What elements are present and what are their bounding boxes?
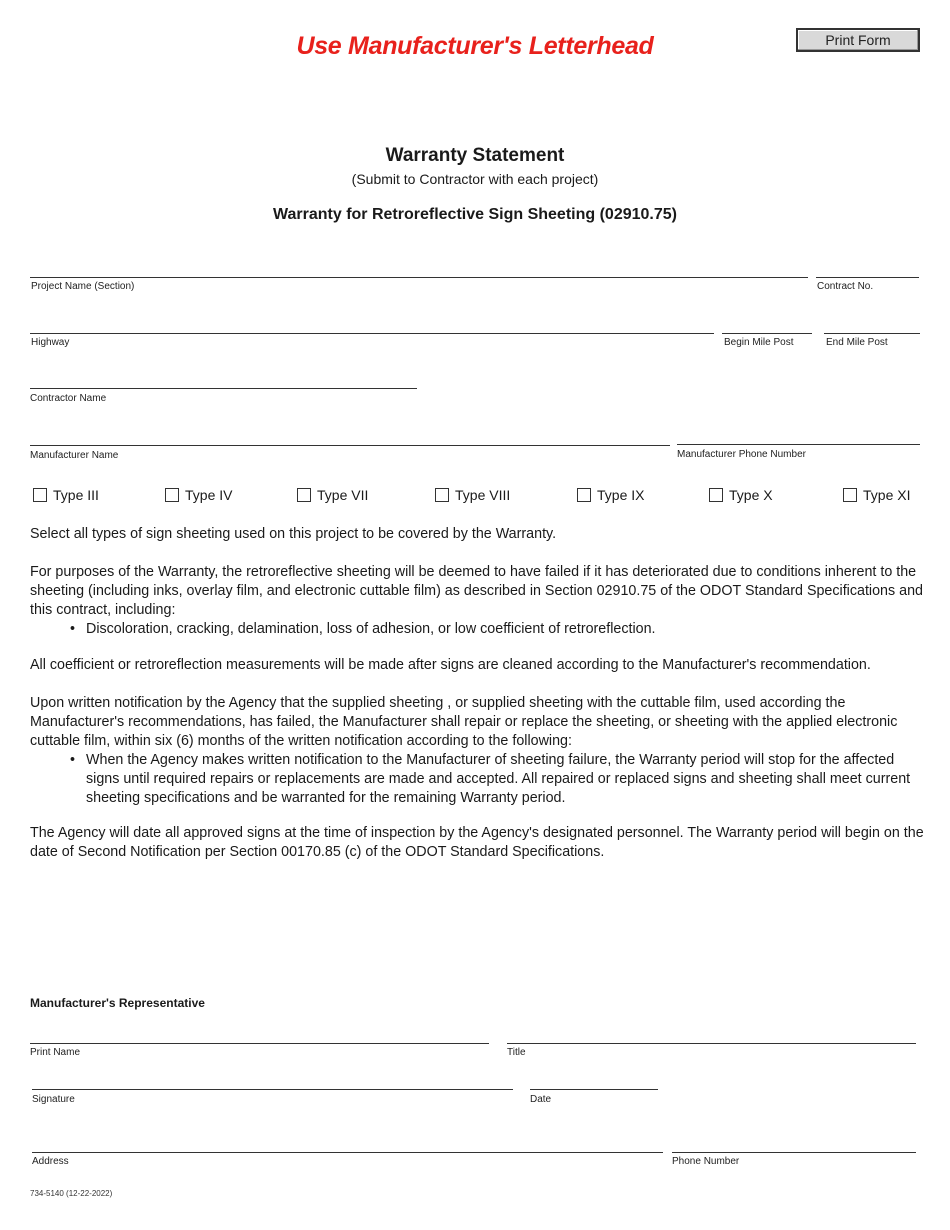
representative-heading: Manufacturer's Representative bbox=[30, 996, 205, 1010]
type-vii-option[interactable] bbox=[297, 487, 368, 503]
signature-field[interactable] bbox=[32, 1089, 513, 1090]
manufacturer-phone-field[interactable] bbox=[677, 444, 920, 445]
manufacturer-name-label: Manufacturer Name bbox=[30, 450, 119, 461]
type-ix-label: Type IX bbox=[597, 487, 645, 503]
page-title: Warranty Statement bbox=[385, 145, 565, 166]
end-mile-post-field[interactable] bbox=[824, 333, 920, 334]
type-viii-label: Type VIII bbox=[455, 487, 511, 503]
highway-label: Highway bbox=[31, 337, 70, 348]
manufacturer-name-field[interactable] bbox=[30, 445, 670, 446]
project-name-label: Project Name (Section) bbox=[31, 281, 135, 292]
end-mile-post-label: End Mile Post bbox=[826, 337, 888, 348]
measurement-paragraph: All coefficient or retroreflection measurements will be made after signs are cleaned according to the Manufacturer's recommendation. bbox=[30, 657, 871, 673]
type-ix-option[interactable] bbox=[577, 487, 644, 503]
date-label: Date bbox=[530, 1094, 552, 1105]
failure-paragraph: For purposes of the Warranty, the retroreflective sheeting will be deemed to have failed if it has deteriorated due to conditions inherent to the sheeting (including inks, overlay film, and electronic cuttable film) as described in Section 02910.75 of the ODOT Standard Specifications and this contract, including: bbox=[30, 564, 923, 618]
form-number: 734-5140 (12-22-2022) bbox=[30, 1189, 113, 1198]
date-field[interactable] bbox=[530, 1089, 658, 1090]
notification-paragraph: Upon written notification by the Agency that the supplied sheeting , or supplied sheeting with the cuttable film, used according the Manufacturer's recommendations, has failed, the Manufacturer shall repair or replace the sheeting, or sheeting with the applied electronic cuttable film, within six (6) months of the written notification according to the following: bbox=[30, 695, 898, 749]
type-vii-label: Type VII bbox=[317, 487, 369, 503]
letterhead-notice: Use Manufacturer's Letterhead bbox=[296, 32, 654, 60]
failure-bullet-text: Discoloration, cracking, delamination, loss of adhesion, or low coefficient of retroreflection. bbox=[86, 621, 656, 637]
type-viii-option[interactable] bbox=[435, 487, 510, 503]
begin-mile-post-label: Begin Mile Post bbox=[724, 337, 794, 348]
contractor-name-field[interactable] bbox=[30, 388, 417, 389]
type-iii-checkbox[interactable] bbox=[33, 488, 47, 502]
type-x-label: Type X bbox=[729, 487, 773, 503]
notification-section bbox=[30, 694, 925, 808]
title-label: Title bbox=[507, 1047, 526, 1058]
address-field[interactable] bbox=[32, 1152, 663, 1153]
phone-number-field[interactable] bbox=[672, 1152, 916, 1153]
type-xi-checkbox[interactable] bbox=[843, 488, 857, 502]
type-iv-option[interactable] bbox=[165, 487, 232, 503]
type-ix-checkbox[interactable] bbox=[577, 488, 591, 502]
contract-no-label: Contract No. bbox=[817, 281, 874, 292]
failure-section bbox=[30, 563, 925, 639]
manufacturer-phone-label: Manufacturer Phone Number bbox=[677, 449, 806, 460]
type-iv-label: Type IV bbox=[185, 487, 233, 503]
type-xi-label: Type XI bbox=[863, 487, 911, 503]
type-viii-checkbox[interactable] bbox=[435, 488, 449, 502]
failure-bullet-item bbox=[30, 620, 925, 639]
contract-no-field[interactable] bbox=[816, 277, 919, 278]
type-iv-checkbox[interactable] bbox=[165, 488, 179, 502]
notification-bullet-text: When the Agency makes written notification to the Manufacturer of sheeting failure, the Warranty period will stop for the affected signs until required repairs or replacements are made and accepted. All repaired or replaced signs and sheeting shall meet current sheeting specifications and be warranted for the remaining Warranty period. bbox=[86, 752, 911, 806]
phone-number-label: Phone Number bbox=[672, 1156, 740, 1167]
address-label: Address bbox=[32, 1156, 69, 1167]
type-vii-checkbox[interactable] bbox=[297, 488, 311, 502]
type-x-checkbox[interactable] bbox=[709, 488, 723, 502]
page-subtitle: (Submit to Contractor with each project) bbox=[351, 171, 599, 187]
select-instruction: Select all types of sign sheeting used on this project to be covered by the Warranty. bbox=[30, 526, 557, 542]
type-iii-label: Type III bbox=[53, 487, 99, 503]
warranty-heading: Warranty for Retroreflective Sign Sheeting (02910.75) bbox=[273, 206, 677, 223]
print-form-button[interactable]: Print Form bbox=[796, 28, 920, 52]
contractor-name-label: Contractor Name bbox=[30, 393, 107, 404]
signature-label: Signature bbox=[32, 1094, 75, 1105]
begin-mile-post-field[interactable] bbox=[722, 333, 812, 334]
date-paragraph: The Agency will date all approved signs at the time of inspection by the Agency's designated personnel. The Warranty period will begin on the date of Second Notification per Section 00170.85 (c) of the ODOT Standard Specifications. bbox=[30, 825, 924, 860]
title-field[interactable] bbox=[507, 1043, 916, 1044]
type-xi-option[interactable] bbox=[843, 487, 910, 503]
project-name-field[interactable] bbox=[30, 277, 808, 278]
bullet-icon: • bbox=[70, 621, 76, 637]
highway-field[interactable] bbox=[30, 333, 714, 334]
notification-bullet-item bbox=[30, 751, 925, 808]
print-name-label: Print Name bbox=[30, 1047, 81, 1058]
type-x-option[interactable] bbox=[709, 487, 773, 503]
print-name-field[interactable] bbox=[30, 1043, 489, 1044]
type-iii-option[interactable] bbox=[33, 487, 99, 503]
bullet-icon: • bbox=[70, 752, 76, 768]
